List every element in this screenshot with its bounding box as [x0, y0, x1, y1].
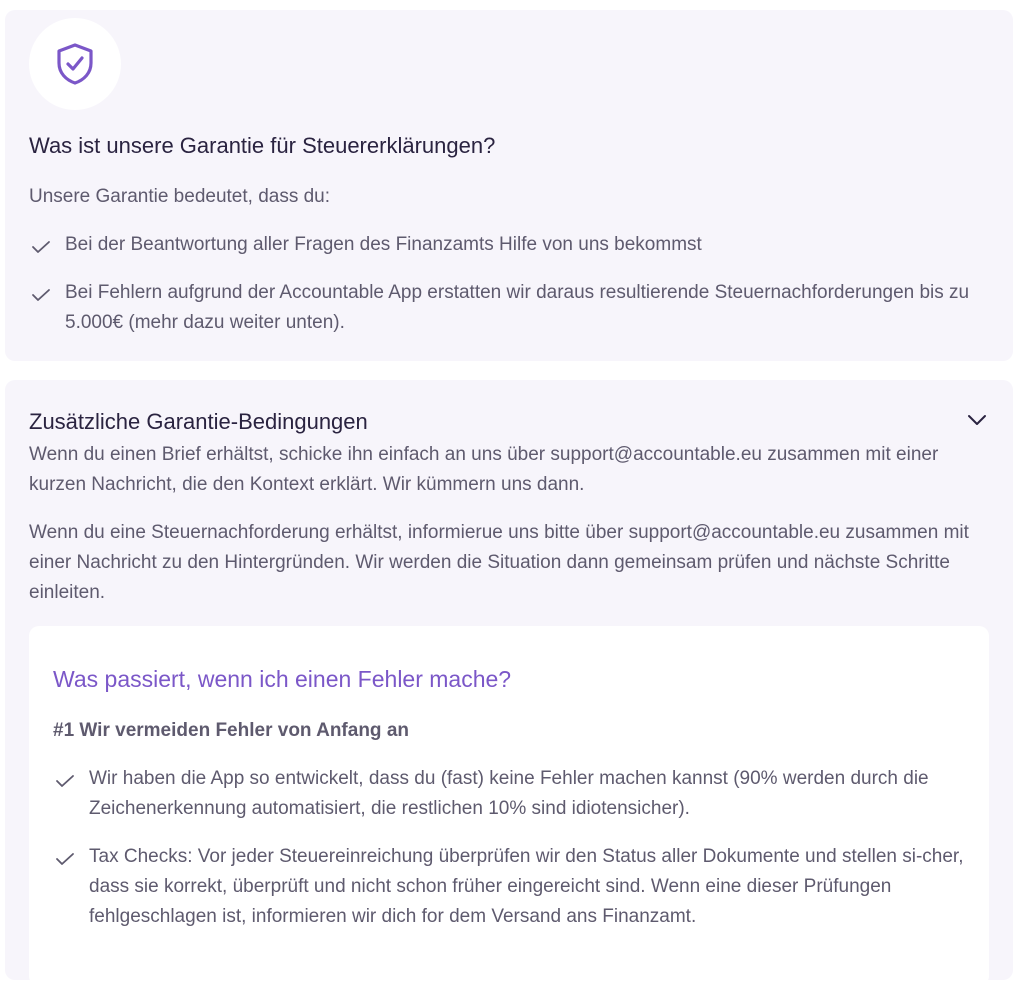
mistake-title: Was passiert, wenn ich einen Fehler mache?	[53, 666, 512, 692]
check-icon	[55, 774, 75, 788]
conditions-paragraph-tax-claim: Wenn du eine Steuernachforderung erhältst, informierue uns bitte über support@accountable.eu zusammen mit einer Nachricht zu den Hintergründen. Wir werden die Situation dann gemeinsam prüfen und nächste Schritte einleiten.	[29, 522, 969, 603]
list-item-text: Bei der Beantwortung aller Fragen des Finanzamts Hilfe von uns bekommst	[65, 234, 702, 255]
conditions-accordion[interactable]	[5, 380, 1013, 980]
chevron-down-icon[interactable]	[967, 414, 987, 426]
mistake-subtitle: #1 Wir vermeiden Fehler von Anfang an	[53, 720, 409, 741]
list-item	[29, 230, 977, 260]
list-item	[53, 842, 965, 932]
mistake-section	[29, 626, 989, 986]
check-icon	[55, 852, 75, 866]
shield-badge	[29, 18, 121, 110]
guarantee-title: Was ist unsere Garantie für Steuererklärungen?	[29, 133, 496, 158]
list-item-text: Bei Fehlern aufgrund der Accountable App erstatten wir daraus resultierende Steuernachforderungen bis zu 5.000€ (mehr dazu weiter unten).	[65, 282, 970, 333]
list-item	[53, 764, 965, 824]
guarantee-card	[5, 10, 1013, 361]
list-item	[29, 278, 977, 338]
list-item-text: Tax Checks: Vor jeder Steuereinreichung überprüfen wir den Status aller Dokumente und stellen si-cher, dass sie korrekt, überprüft und nicht schon früher eingereicht sind. Wenn eine dieser Prüfungen fehlgeschlagen ist, informieren wir dich for dem Versand ans Finanzamt.	[89, 846, 964, 927]
check-icon	[31, 288, 51, 302]
guarantee-intro: Unsere Garantie bedeutet, dass du:	[29, 186, 331, 207]
conditions-paragraph-letter: Wenn du einen Brief erhältst, schicke ihn einfach an uns über support@accountable.eu zusammen mit einer kurzen Nachricht, die den Kontext erklärt. Wir kümmern uns dann.	[29, 444, 939, 495]
shield-check-icon	[52, 41, 98, 87]
check-icon	[31, 240, 51, 254]
conditions-title[interactable]: Zusätzliche Garantie-Bedingungen	[29, 409, 368, 434]
list-item-text: Wir haben die App so entwickelt, dass du (fast) keine Fehler machen kannst (90% werden durch die Zeichenerkennung automatisiert, die restlichen 10% sind idiotensicher).	[89, 768, 929, 819]
